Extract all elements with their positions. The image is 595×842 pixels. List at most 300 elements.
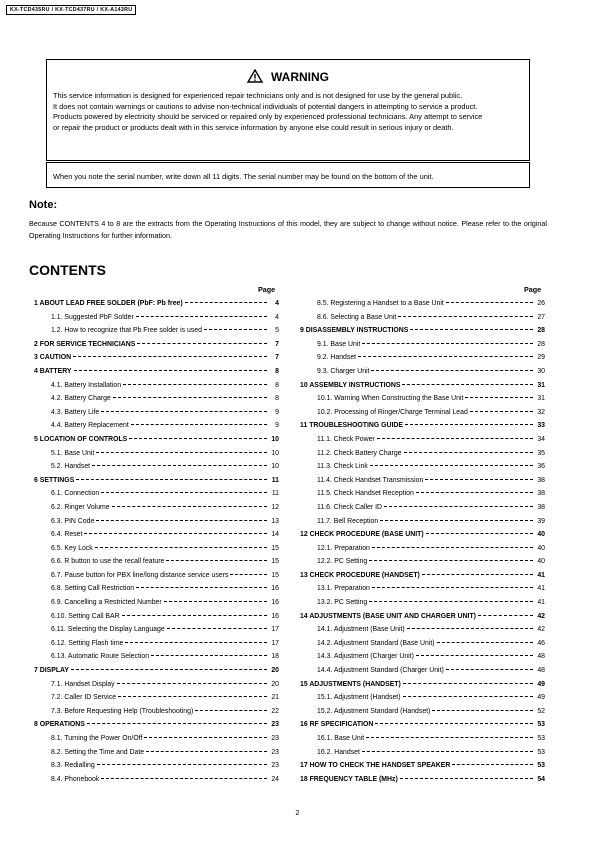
toc-entry[interactable] (34, 585, 279, 599)
toc-entry-title: 15.1. Adjustment (Handset) (317, 694, 401, 702)
toc-leader (74, 370, 267, 371)
toc-leader (144, 737, 267, 738)
warning-line: It does not contain warnings or cautions to advise non-technical individuals of potential dangers in attempting to service a product. (53, 101, 478, 111)
toc-entry-page: 46 (537, 639, 545, 647)
toc-entry-title: 11.2. Check Battery Charge (317, 449, 402, 457)
toc-entry-page: 40 (537, 531, 545, 539)
toc-entry-title: 8.1. Turning the Power On/Off (51, 735, 143, 742)
toc-entry[interactable] (300, 450, 545, 464)
toc-entry-page: 41 (537, 571, 545, 579)
toc-entry-page: 16 (271, 612, 279, 620)
toc-entry-title: 9 DISASSEMBLY INSTRUCTIONS (300, 327, 409, 335)
toc-entry-page: 31 (537, 381, 545, 389)
toc-entry-title: 6.1. Connection (51, 490, 100, 498)
toc-entry-page: 15 (271, 544, 279, 552)
toc-entry-title: 12.2. PC Setting (317, 558, 368, 566)
toc-entry-title: 6 SETTINGS (34, 476, 75, 484)
toc-entry-page: 7 (275, 354, 279, 362)
toc-entry-page: 32 (537, 408, 545, 416)
toc-leader (166, 560, 267, 561)
toc-entry[interactable] (300, 409, 545, 423)
toc-entry-page: 26 (537, 300, 545, 307)
toc-entry[interactable] (300, 694, 545, 708)
toc-entry-title: 11.4. Check Handset Transmission (317, 476, 424, 484)
serial-number-notice: When you note the serial number, write down all 11 digits. The serial number may be found on the bottom of the unit. (46, 162, 530, 188)
toc-entry-title: 16.2. Handset (317, 748, 360, 756)
toc-entry[interactable] (34, 653, 279, 667)
toc-entry[interactable] (300, 504, 545, 518)
toc-entry[interactable] (300, 463, 545, 477)
toc-leader (95, 547, 267, 548)
toc-entry-page: 23 (271, 748, 279, 756)
toc-entry[interactable] (34, 708, 279, 722)
toc-entry-title: 9.3. Charger Unit (317, 367, 370, 375)
toc-entry-title: 6.11. Selecting the Display Language (51, 626, 165, 634)
toc-leader (136, 587, 267, 588)
toc-entry-title: 6.7. Pause button for PBX line/long distance service users (51, 571, 229, 579)
toc-entry[interactable] (300, 314, 545, 328)
toc-entry[interactable] (300, 422, 545, 436)
toc-entry-title: 7 DISPLAY (34, 667, 69, 675)
toc-entry-title: 2 FOR SERVICE TECHNICIANS (34, 340, 136, 348)
toc-entry[interactable] (34, 450, 279, 464)
toc-leader (470, 411, 533, 412)
toc-entry-page: 14 (271, 531, 279, 539)
toc-leader (71, 669, 267, 670)
toc-entry-title: 6.4. Reset (51, 531, 83, 539)
toc-entry-page: 10 (271, 435, 279, 443)
toc-leader (422, 574, 533, 575)
warning-text (53, 91, 529, 133)
toc-entry[interactable] (34, 694, 279, 708)
toc-entry-page: 41 (537, 599, 545, 607)
toc-entry-title: 13.2. PC Setting (317, 599, 368, 607)
toc-leader (362, 751, 533, 752)
toc-leader (369, 560, 533, 561)
toc-leader (122, 615, 267, 616)
toc-leader (366, 737, 533, 738)
toc-entry[interactable] (300, 490, 545, 504)
toc-entry-page: 54 (537, 775, 545, 783)
toc-entry-title: 12.1. Preparation (317, 544, 370, 552)
toc-entry[interactable] (300, 708, 545, 722)
toc-entry-page: 29 (537, 354, 545, 362)
toc-leader (131, 424, 267, 425)
toc-entry-title: 7.1. Handset Display (51, 680, 115, 688)
toc-leader (146, 751, 267, 752)
toc-leader (369, 601, 533, 602)
toc-entry[interactable] (300, 599, 545, 613)
toc-leader (101, 492, 267, 493)
toc-entry-title: 6.10. Setting Call BAR (51, 612, 120, 620)
toc-entry[interactable] (34, 436, 279, 450)
toc-entry[interactable] (300, 776, 545, 790)
toc-entry-title: 4.2. Battery Charge (51, 395, 111, 403)
toc-entry-page: 28 (537, 327, 545, 335)
toc-leader (167, 628, 267, 629)
toc-leader (446, 669, 533, 670)
toc-entry[interactable] (300, 531, 545, 545)
toc-leader (101, 411, 267, 412)
toc-entry[interactable] (300, 558, 545, 572)
toc-entry-page: 7 (275, 340, 279, 348)
toc-entry-page: 36 (537, 463, 545, 471)
toc-leader (384, 506, 533, 507)
toc-entry-page: 13 (271, 517, 279, 525)
toc-entry-title: 14.4. Adjustment Standard (Charger Unit) (317, 667, 444, 675)
toc-entry-title: 1.2. How to recognize that Pb Free solder is used (51, 327, 202, 335)
toc-entry-title: 13.1. Preparation (317, 585, 370, 593)
toc-entry-page: 40 (537, 558, 545, 566)
toc-leader (113, 397, 267, 398)
toc-leader (380, 520, 533, 521)
toc-leader (375, 723, 533, 724)
toc-entry-title: 6.6. R button to use the recall feature (51, 558, 165, 566)
toc-entry-title: 15 ADJUSTMENTS (HANDSET) (300, 680, 401, 688)
toc-entry-page: 53 (537, 762, 545, 770)
toc-leader (112, 506, 267, 507)
toc-entry-title: 1 ABOUT LEAD FREE SOLDER (PbF: Pb free) (34, 300, 183, 307)
toc-leader (377, 438, 533, 439)
toc-entry[interactable] (300, 762, 545, 776)
toc-entry-title: 6.3. PIN Code (51, 517, 95, 525)
toc-entry[interactable] (34, 558, 279, 572)
toc-leader (125, 642, 267, 643)
toc-entry-title: 14.1. Adjustment (Base Unit) (317, 626, 405, 634)
toc-entry-title: 6.8. Setting Call Restriction (51, 585, 135, 593)
toc-leader (478, 615, 533, 616)
toc-entry[interactable] (300, 518, 545, 532)
toc-entry-title: 6.13. Automatic Route Selection (51, 653, 150, 661)
warning-triangle-icon (247, 69, 263, 86)
toc-leader (416, 492, 533, 493)
toc-entry-title: 10 ASSEMBLY INSTRUCTIONS (300, 381, 401, 389)
toc-entry-page: 11 (271, 490, 279, 498)
toc-entry-page: 5 (275, 327, 279, 335)
toc-right-column (300, 300, 545, 789)
toc-entry-page: 33 (537, 422, 545, 430)
toc-entry[interactable] (34, 545, 279, 559)
toc-entry-title: 13 CHECK PROCEDURE (HANDSET) (300, 571, 420, 579)
toc-entry-page: 4 (275, 313, 279, 321)
toc-entry-title: 4.1. Battery Installation (51, 381, 122, 389)
toc-entry[interactable] (34, 626, 279, 640)
toc-entry-page: 10 (271, 463, 279, 471)
toc-leader (426, 533, 533, 534)
toc-entry[interactable] (300, 327, 545, 341)
toc-entry-page: 12 (271, 503, 279, 511)
toc-entry-page: 42 (537, 626, 545, 634)
toc-left-column (34, 300, 279, 789)
toc-entry[interactable] (300, 341, 545, 355)
toc-leader (410, 329, 533, 330)
toc-leader (195, 710, 267, 711)
toc-entry[interactable] (34, 490, 279, 504)
toc-leader (76, 479, 267, 480)
toc-entry-title: 9.1. Base Unit (317, 340, 361, 348)
toc-entry-title: 11.3. Check Link (317, 463, 368, 471)
toc-entry-page: 52 (537, 707, 545, 715)
toc-entry[interactable] (300, 749, 545, 763)
toc-entry[interactable] (34, 681, 279, 695)
toc-entry[interactable] (300, 681, 545, 695)
toc-entry-page: 39 (537, 517, 545, 525)
toc-entry-title: 8.4. Phonebook (51, 775, 100, 783)
toc-entry-page: 23 (271, 721, 279, 729)
toc-entry[interactable] (300, 585, 545, 599)
toc-leader (96, 452, 267, 453)
toc-entry-page: 34 (537, 435, 545, 443)
toc-entry[interactable] (300, 545, 545, 559)
toc-entry-page: 9 (275, 408, 279, 416)
toc-entry-title: 11.5. Check Handset Reception (317, 490, 414, 498)
toc-leader (97, 764, 267, 765)
toc-entry-page: 53 (537, 748, 545, 756)
toc-entry-page: 30 (537, 367, 545, 375)
toc-entry-title: 11.1. Check Power (317, 435, 375, 443)
toc-leader (432, 710, 533, 711)
toc-entry-title: 16.1. Base Unit (317, 735, 365, 742)
toc-leader (404, 452, 533, 453)
toc-entry[interactable] (34, 300, 279, 314)
toc-entry-title: 11.6. Check Caller ID (317, 503, 382, 511)
toc-entry-title: 5.2. Handset (51, 463, 91, 471)
toc-entry[interactable] (34, 735, 279, 749)
toc-entry-title: 8 OPERATIONS (34, 721, 85, 729)
toc-entry-title: 11 TROUBLESHOOTING GUIDE (300, 422, 403, 430)
toc-entry-page: 18 (271, 653, 279, 661)
toc-entry[interactable] (34, 368, 279, 382)
toc-entry-page: 40 (537, 544, 545, 552)
toc-entry-page: 21 (271, 694, 279, 702)
toc-leader (370, 465, 533, 466)
warning-heading (47, 69, 529, 86)
toc-entry-page: 53 (537, 735, 545, 742)
toc-entry-page: 42 (537, 612, 545, 620)
toc-entry-title: 8.6. Selecting a Base Unit (317, 313, 397, 321)
toc-entry[interactable] (34, 354, 279, 368)
toc-leader (137, 343, 267, 344)
toc-leader (92, 465, 267, 466)
toc-entry-page: 16 (271, 585, 279, 593)
toc-entry-title: 16 RF SPECIFICATION (300, 721, 374, 729)
toc-leader (96, 520, 267, 521)
toc-entry-page: 31 (537, 395, 545, 403)
toc-entry-title: 8.3. Redialling (51, 762, 95, 770)
toc-entry[interactable] (34, 721, 279, 735)
warning-line: Products powered by electricity should be serviced or repaired only by experienced professional technicians. Any attempt to service (53, 112, 483, 122)
toc-entry[interactable] (34, 409, 279, 423)
toc-entry[interactable] (34, 613, 279, 627)
toc-entry-page: 10 (271, 449, 279, 457)
toc-entry-title: 6.2. Ringer Volume (51, 503, 110, 511)
toc-entry[interactable] (300, 653, 545, 667)
toc-entry-page: 20 (271, 680, 279, 688)
toc-entry[interactable] (34, 504, 279, 518)
toc-leader (407, 628, 533, 629)
toc-entry-page: 35 (537, 449, 545, 457)
toc-leader (185, 302, 267, 303)
toc-entry-page: 17 (271, 639, 279, 647)
toc-entry-title: 8.2. Setting the Time and Date (51, 748, 145, 756)
toc-leader (372, 547, 533, 548)
toc-entry-page: 16 (271, 599, 279, 607)
toc-entry-title: 14.2. Adjustment Standard (Base Unit) (317, 639, 435, 647)
toc-entry-page: 23 (271, 735, 279, 742)
toc-entry[interactable] (300, 572, 545, 586)
toc-entry-title: 17 HOW TO CHECK THE HANDSET SPEAKER (300, 762, 451, 770)
toc-entry[interactable] (34, 341, 279, 355)
toc-entry-title: 5 LOCATION OF CONTROLS (34, 435, 128, 443)
toc-entry-title: 6.5. Key Lock (51, 544, 93, 552)
toc-entry-title: 12 CHECK PROCEDURE (BASE UNIT) (300, 531, 424, 539)
toc-leader (101, 778, 267, 779)
toc-entry-page: 48 (537, 653, 545, 661)
note-title: Note: (29, 199, 58, 211)
toc-entry-title: 10.1. Warning When Constructing the Base Unit (317, 395, 464, 403)
toc-entry-page: 49 (537, 694, 545, 702)
toc-entry-page: 8 (275, 395, 279, 403)
toc-entry-page: 49 (537, 680, 545, 688)
toc-entry[interactable] (300, 368, 545, 382)
toc-entry[interactable] (34, 477, 279, 491)
toc-entry-title: 10.2. Processing of Ringer/Charge Terminal Lead (317, 408, 468, 416)
toc-leader (405, 424, 533, 425)
toc-entry-page: 8 (275, 367, 279, 375)
toc-entry-page: 38 (537, 490, 545, 498)
page-column-header-right: Page (524, 285, 542, 294)
toc-entry[interactable] (34, 531, 279, 545)
toc-leader (118, 696, 267, 697)
toc-leader (136, 316, 267, 317)
toc-entry-title: 7.3. Before Requesting Help (Troubleshooting) (51, 707, 194, 715)
toc-entry-page: 17 (271, 626, 279, 634)
toc-entry[interactable] (34, 762, 279, 776)
toc-entry[interactable] (34, 422, 279, 436)
toc-entry[interactable] (300, 300, 545, 314)
toc-leader (73, 356, 267, 357)
toc-entry-title: 14.3. Adjustment (Charger Unit) (317, 653, 414, 661)
toc-entry-title: 8.5. Registering a Handset to a Base Unit (317, 300, 444, 307)
page-number: 2 (295, 808, 300, 817)
toc-entry-title: 9.2. Handset (317, 354, 357, 362)
toc-entry-title: 6.12. Setting Flash time (51, 639, 124, 647)
toc-leader (123, 384, 267, 385)
toc-entry-page: 20 (271, 667, 279, 675)
toc-entry[interactable] (34, 314, 279, 328)
toc-leader (87, 723, 267, 724)
toc-leader (403, 683, 533, 684)
toc-entry-page: 22 (271, 707, 279, 715)
toc-entry[interactable] (300, 477, 545, 491)
toc-leader (129, 438, 267, 439)
warning-line: This service information is designed for experienced repair technicians only and is not designed for use by the general public. (53, 91, 463, 100)
toc-leader (446, 302, 533, 303)
toc-leader (230, 574, 267, 575)
toc-entry-page: 41 (537, 585, 545, 593)
toc-entry-page: 38 (537, 503, 545, 511)
toc-entry-page: 27 (537, 313, 545, 321)
toc-leader (437, 642, 533, 643)
toc-entry[interactable] (34, 463, 279, 477)
toc-entry-page: 53 (537, 721, 545, 729)
toc-entry[interactable] (300, 382, 545, 396)
toc-entry[interactable] (300, 436, 545, 450)
toc-entry-page: 28 (537, 340, 545, 348)
toc-entry[interactable] (34, 640, 279, 654)
toc-entry[interactable] (300, 640, 545, 654)
toc-entry[interactable] (34, 518, 279, 532)
toc-entry-page: 11 (271, 476, 279, 484)
toc-entry-title: 4.4. Battery Replacement (51, 422, 129, 430)
note-text: Because CONTENTS 4 to 8 are the extracts from the Operating Instructions of this model, they are subject to change without notice. Please refer to the original Operating Instructions for further information. (29, 219, 547, 240)
toc-entry[interactable] (300, 721, 545, 735)
toc-entry-page: 15 (271, 558, 279, 566)
toc-entry-page: 9 (275, 422, 279, 430)
toc-entry-title: 7.2. Caller ID Service (51, 694, 117, 702)
warning-box (46, 59, 530, 161)
toc-leader (362, 343, 533, 344)
toc-leader (403, 696, 534, 697)
toc-entry-title: 15.2. Adjustment Standard (Handset) (317, 707, 431, 715)
toc-entry-page: 4 (275, 300, 279, 307)
model-label: KX-TCD435RU / KX-TCD437RU / KX-A143RU (6, 5, 136, 15)
toc-entry-title: 1.1. Suggested PbF Solder (51, 313, 134, 321)
toc-entry-title: 6.9. Cancelling a Restricted Number (51, 599, 162, 607)
toc-leader (465, 397, 533, 398)
toc-entry-page: 23 (271, 762, 279, 770)
warning-line: or repair the product or products dealt with in this service information by anyone else could result in serious injury or death. (53, 122, 454, 132)
toc-entry[interactable] (34, 599, 279, 613)
toc-entry-page: 48 (537, 667, 545, 675)
toc-entry[interactable] (300, 613, 545, 627)
toc-entry-title: 11.7. Bell Reception (317, 517, 379, 525)
toc-leader (416, 655, 533, 656)
toc-entry[interactable] (300, 395, 545, 409)
toc-entry-title: 4.3. Battery Life (51, 408, 100, 416)
toc-entry-title: 18 FREQUENCY TABLE (MHz) (300, 775, 398, 783)
toc-entry[interactable] (34, 572, 279, 586)
toc-leader (371, 370, 533, 371)
toc-entry[interactable] (34, 749, 279, 763)
toc-entry-page: 38 (537, 476, 545, 484)
toc-leader (204, 329, 267, 330)
toc-entry[interactable] (300, 735, 545, 749)
toc-leader (84, 533, 267, 534)
toc-entry[interactable] (34, 667, 279, 681)
toc-leader (372, 587, 533, 588)
toc-entry[interactable] (300, 626, 545, 640)
toc-leader (400, 778, 533, 779)
toc-entry[interactable] (34, 395, 279, 409)
toc-entry[interactable] (300, 354, 545, 368)
toc-entry[interactable] (34, 776, 279, 790)
contents-title: CONTENTS (29, 262, 106, 278)
toc-leader (151, 655, 267, 656)
toc-leader (402, 384, 533, 385)
toc-entry[interactable] (34, 327, 279, 341)
page-column-header-left: Page (258, 285, 276, 294)
toc-entry-title: 4 BATTERY (34, 367, 72, 375)
toc-entry[interactable] (300, 667, 545, 681)
toc-entry[interactable] (34, 382, 279, 396)
toc-leader (164, 601, 267, 602)
toc-entry-page: 8 (275, 381, 279, 389)
toc-leader (358, 356, 533, 357)
toc-leader (452, 764, 533, 765)
toc-entry-title: 5.1. Base Unit (51, 449, 95, 457)
warning-title: WARNING (271, 70, 329, 84)
